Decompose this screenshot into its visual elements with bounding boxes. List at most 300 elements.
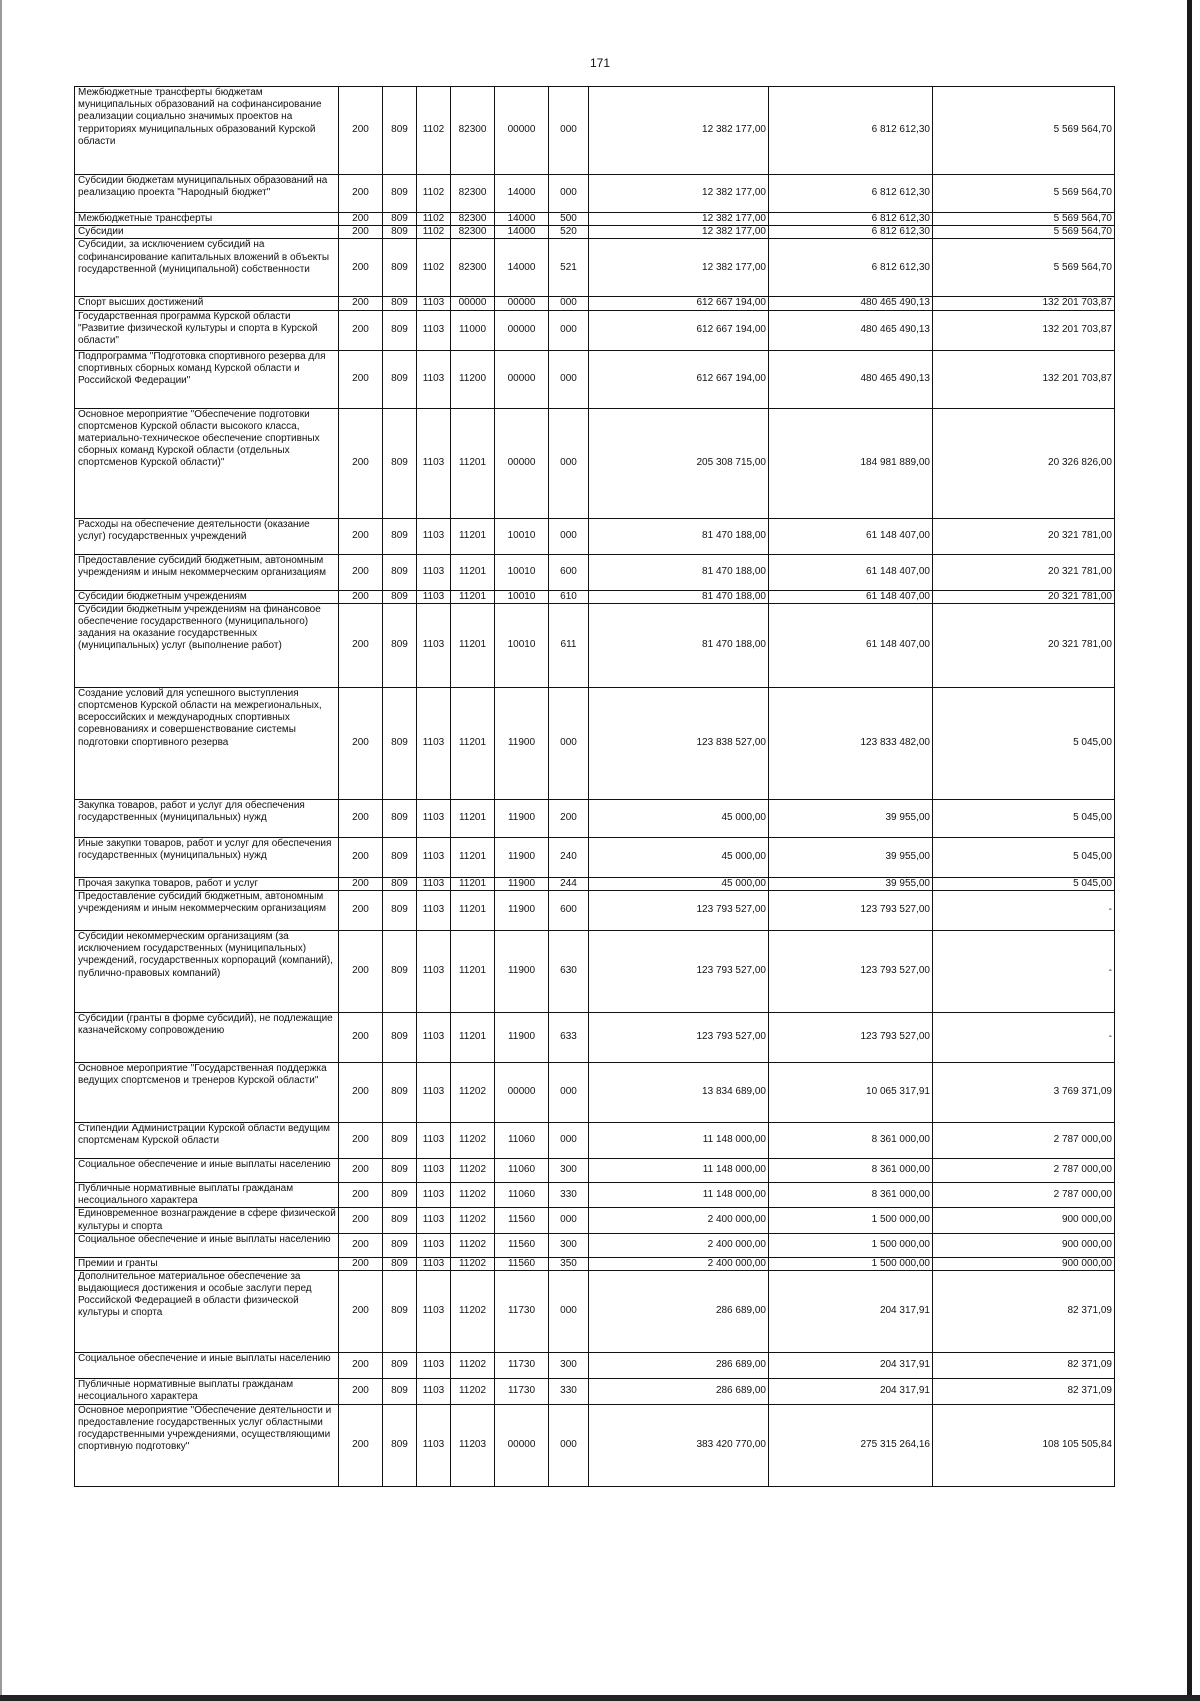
row-name: Межбюджетные трансферты бюджетам муниципальных образований на софинансирование реализации социально значимых проектов на территориях муниципальных образований Курской области — [75, 87, 339, 175]
cell-amount-3: 5 569 564,70 — [933, 175, 1115, 213]
row-name: Социальное обеспечение и иные выплаты населению — [75, 1158, 339, 1182]
table-row — [75, 1270, 1115, 1352]
cell-amount-3: 5 569 564,70 — [933, 226, 1115, 239]
cell-code-6: 300 — [549, 1233, 589, 1257]
cell-amount-2: 8 361 000,00 — [769, 1122, 933, 1158]
cell-amount-3: 108 105 505,84 — [933, 1404, 1115, 1486]
cell-code-2: 809 — [383, 226, 417, 239]
cell-code-1: 200 — [339, 226, 383, 239]
cell-code-1: 200 — [339, 213, 383, 226]
cell-code-3: 1103 — [417, 1182, 451, 1207]
cell-amount-3: 132 201 703,87 — [933, 310, 1115, 350]
cell-amount-2: 6 812 612,30 — [769, 175, 933, 213]
cell-amount-1: 11 148 000,00 — [589, 1122, 769, 1158]
cell-amount-3: 900 000,00 — [933, 1233, 1115, 1257]
cell-code-5: 14000 — [495, 239, 549, 297]
table-row — [75, 1158, 1115, 1182]
cell-code-3: 1103 — [417, 1062, 451, 1122]
row-name: Дополнительное материальное обеспечение за выдающиеся достижения и особые заслуги перед Российской Федерацией в области физической культуры и спорта — [75, 1270, 339, 1352]
cell-code-3: 1103 — [417, 687, 451, 799]
cell-code-5: 11900 — [495, 877, 549, 890]
cell-code-5: 14000 — [495, 226, 549, 239]
row-name: Публичные нормативные выплаты гражданам несоциального характера — [75, 1182, 339, 1207]
cell-code-2: 809 — [383, 1257, 417, 1270]
cell-amount-3: 20 321 781,00 — [933, 554, 1115, 590]
cell-code-2: 809 — [383, 1208, 417, 1233]
cell-amount-3: 5 045,00 — [933, 687, 1115, 799]
cell-code-4: 11202 — [451, 1233, 495, 1257]
cell-amount-2: 480 465 490,13 — [769, 310, 933, 350]
table-row — [75, 554, 1115, 590]
cell-code-4: 11202 — [451, 1182, 495, 1207]
scan-edge-right — [1187, 0, 1192, 1701]
cell-code-1: 200 — [339, 1270, 383, 1352]
cell-code-3: 1103 — [417, 1404, 451, 1486]
cell-code-2: 809 — [383, 1122, 417, 1158]
cell-amount-2: 123 793 527,00 — [769, 890, 933, 930]
cell-code-6: 330 — [549, 1378, 589, 1404]
cell-code-5: 00000 — [495, 350, 549, 408]
row-name: Субсидии бюджетным учреждениям — [75, 590, 339, 603]
cell-code-6: 244 — [549, 877, 589, 890]
cell-code-4: 11201 — [451, 408, 495, 518]
cell-code-6: 350 — [549, 1257, 589, 1270]
cell-amount-1: 2 400 000,00 — [589, 1208, 769, 1233]
cell-code-2: 809 — [383, 175, 417, 213]
cell-code-4: 11201 — [451, 1012, 495, 1062]
cell-code-1: 200 — [339, 603, 383, 687]
row-name: Субсидии (гранты в форме субсидий), не подлежащие казначейскому сопровождению — [75, 1012, 339, 1062]
table-row — [75, 518, 1115, 554]
cell-code-6: 521 — [549, 239, 589, 297]
row-name: Расходы на обеспечение деятельности (оказание услуг) государственных учреждений — [75, 518, 339, 554]
cell-code-1: 200 — [339, 799, 383, 837]
row-name: Субсидии бюджетным учреждениям на финансовое обеспечение государственного (муниципального) задания на оказание государственных (муниципальных) услуг (выполнение работ) — [75, 603, 339, 687]
cell-code-4: 11203 — [451, 1404, 495, 1486]
cell-amount-3: 900 000,00 — [933, 1257, 1115, 1270]
cell-amount-2: 123 793 527,00 — [769, 1012, 933, 1062]
table-row — [75, 1257, 1115, 1270]
cell-code-6: 240 — [549, 837, 589, 877]
cell-code-5: 11900 — [495, 890, 549, 930]
cell-amount-1: 12 382 177,00 — [589, 239, 769, 297]
row-name: Субсидии, за исключением субсидий на софинансирование капитальных вложений в объекты государственной (муниципальной) собственности — [75, 239, 339, 297]
cell-code-3: 1103 — [417, 930, 451, 1012]
table-row — [75, 1012, 1115, 1062]
cell-code-4: 11202 — [451, 1352, 495, 1378]
cell-code-1: 200 — [339, 518, 383, 554]
row-name: Предоставление субсидий бюджетным, автономным учреждениям и иным некоммерческим организациям — [75, 554, 339, 590]
cell-code-1: 200 — [339, 590, 383, 603]
cell-amount-3: 20 321 781,00 — [933, 518, 1115, 554]
cell-code-4: 11201 — [451, 799, 495, 837]
table-row — [75, 1233, 1115, 1257]
cell-amount-1: 123 793 527,00 — [589, 1012, 769, 1062]
cell-code-2: 809 — [383, 1404, 417, 1486]
cell-code-2: 809 — [383, 408, 417, 518]
cell-code-4: 82300 — [451, 213, 495, 226]
cell-amount-2: 61 148 407,00 — [769, 518, 933, 554]
cell-code-1: 200 — [339, 930, 383, 1012]
cell-amount-3: 20 321 781,00 — [933, 590, 1115, 603]
cell-code-2: 809 — [383, 877, 417, 890]
cell-code-1: 200 — [339, 1182, 383, 1207]
cell-code-2: 809 — [383, 1158, 417, 1182]
row-name: Основное мероприятие "Обеспечение подготовки спортсменов Курской области высокого класса, материально-техническое обеспечение спортивных сборных команд Курской области (отдельных спортсменов Курской области)" — [75, 408, 339, 518]
cell-code-4: 11000 — [451, 310, 495, 350]
row-name: Основное мероприятие "Обеспечение деятельности и предоставление государственных услуг областными государственными учреждениями, осуществляющими спортивную подготовку" — [75, 1404, 339, 1486]
cell-code-2: 809 — [383, 603, 417, 687]
cell-amount-1: 612 667 194,00 — [589, 310, 769, 350]
cell-code-2: 809 — [383, 837, 417, 877]
cell-code-2: 809 — [383, 213, 417, 226]
cell-code-3: 1103 — [417, 1233, 451, 1257]
table-row — [75, 87, 1115, 175]
budget-table — [74, 86, 1115, 1487]
cell-code-3: 1103 — [417, 590, 451, 603]
cell-code-6: 000 — [549, 1062, 589, 1122]
cell-amount-2: 204 317,91 — [769, 1378, 933, 1404]
cell-code-4: 11202 — [451, 1270, 495, 1352]
cell-amount-1: 286 689,00 — [589, 1378, 769, 1404]
cell-code-5: 11060 — [495, 1182, 549, 1207]
cell-amount-3: 2 787 000,00 — [933, 1182, 1115, 1207]
cell-amount-1: 205 308 715,00 — [589, 408, 769, 518]
cell-code-6: 000 — [549, 1208, 589, 1233]
row-name: Субсидии некоммерческим организациям (за исключением государственных (муниципальных) учреждений, государственных корпораций (компаний), публично-правовых компаний) — [75, 930, 339, 1012]
cell-code-6: 600 — [549, 890, 589, 930]
cell-code-4: 11201 — [451, 877, 495, 890]
cell-code-4: 11201 — [451, 687, 495, 799]
table-row — [75, 1182, 1115, 1207]
cell-code-6: 630 — [549, 930, 589, 1012]
cell-code-6: 500 — [549, 213, 589, 226]
cell-amount-1: 612 667 194,00 — [589, 297, 769, 310]
row-name: Межбюджетные трансферты — [75, 213, 339, 226]
cell-code-1: 200 — [339, 1257, 383, 1270]
row-name: Социальное обеспечение и иные выплаты населению — [75, 1352, 339, 1378]
table-row — [75, 213, 1115, 226]
cell-amount-1: 123 793 527,00 — [589, 890, 769, 930]
cell-amount-1: 11 148 000,00 — [589, 1158, 769, 1182]
cell-amount-3: 5 045,00 — [933, 799, 1115, 837]
cell-amount-3: 2 787 000,00 — [933, 1122, 1115, 1158]
cell-code-6: 610 — [549, 590, 589, 603]
cell-code-1: 200 — [339, 408, 383, 518]
cell-code-2: 809 — [383, 890, 417, 930]
cell-code-5: 10010 — [495, 518, 549, 554]
cell-code-2: 809 — [383, 687, 417, 799]
row-name: Стипендии Администрации Курской области ведущим спортсменам Курской области — [75, 1122, 339, 1158]
cell-amount-2: 480 465 490,13 — [769, 350, 933, 408]
row-name: Закупка товаров, работ и услуг для обеспечения государственных (муниципальных) нужд — [75, 799, 339, 837]
cell-amount-1: 45 000,00 — [589, 799, 769, 837]
cell-amount-2: 6 812 612,30 — [769, 239, 933, 297]
cell-amount-3: 5 569 564,70 — [933, 87, 1115, 175]
cell-amount-2: 61 148 407,00 — [769, 603, 933, 687]
cell-code-3: 1103 — [417, 518, 451, 554]
table-row — [75, 930, 1115, 1012]
scan-edge-left — [0, 0, 2, 1701]
cell-amount-2: 204 317,91 — [769, 1270, 933, 1352]
cell-code-3: 1103 — [417, 890, 451, 930]
row-name: Создание условий для успешного выступления спортсменов Курской области на межрегиональных, всероссийских и международных спортивных соревнованиях и совершенствование системы подготовки спортивного резерва — [75, 687, 339, 799]
cell-code-1: 200 — [339, 1062, 383, 1122]
cell-code-6: 000 — [549, 1404, 589, 1486]
cell-amount-3: 5 045,00 — [933, 877, 1115, 890]
cell-amount-1: 2 400 000,00 — [589, 1257, 769, 1270]
table-row — [75, 1062, 1115, 1122]
cell-code-1: 200 — [339, 837, 383, 877]
cell-amount-1: 286 689,00 — [589, 1352, 769, 1378]
cell-code-4: 11202 — [451, 1122, 495, 1158]
cell-code-5: 00000 — [495, 87, 549, 175]
cell-amount-2: 123 833 482,00 — [769, 687, 933, 799]
cell-code-6: 300 — [549, 1352, 589, 1378]
cell-amount-3: - — [933, 890, 1115, 930]
cell-amount-1: 12 382 177,00 — [589, 213, 769, 226]
cell-amount-2: 61 148 407,00 — [769, 590, 933, 603]
table-row — [75, 603, 1115, 687]
table-row — [75, 837, 1115, 877]
row-name: Премии и гранты — [75, 1257, 339, 1270]
cell-amount-1: 12 382 177,00 — [589, 87, 769, 175]
cell-code-3: 1103 — [417, 1270, 451, 1352]
cell-code-4: 82300 — [451, 175, 495, 213]
cell-amount-3: - — [933, 930, 1115, 1012]
cell-code-2: 809 — [383, 1012, 417, 1062]
scan-edge-bottom — [0, 1695, 1200, 1701]
row-name: Государственная программа Курской области "Развитие физической культуры и спорта в Курской области" — [75, 310, 339, 350]
table-row — [75, 297, 1115, 310]
cell-code-6: 520 — [549, 226, 589, 239]
cell-amount-1: 12 382 177,00 — [589, 226, 769, 239]
cell-code-3: 1103 — [417, 1012, 451, 1062]
cell-code-4: 82300 — [451, 226, 495, 239]
cell-code-4: 11201 — [451, 590, 495, 603]
cell-code-3: 1102 — [417, 226, 451, 239]
cell-code-5: 11560 — [495, 1233, 549, 1257]
cell-code-2: 809 — [383, 1270, 417, 1352]
cell-amount-3: 82 371,09 — [933, 1352, 1115, 1378]
cell-code-1: 200 — [339, 1158, 383, 1182]
cell-code-2: 809 — [383, 350, 417, 408]
cell-code-4: 11202 — [451, 1208, 495, 1233]
table-row — [75, 1378, 1115, 1404]
cell-amount-2: 61 148 407,00 — [769, 554, 933, 590]
cell-amount-3: 2 787 000,00 — [933, 1158, 1115, 1182]
cell-amount-3: 132 201 703,87 — [933, 350, 1115, 408]
cell-code-6: 200 — [549, 799, 589, 837]
cell-code-1: 200 — [339, 1378, 383, 1404]
table-row — [75, 239, 1115, 297]
cell-code-1: 200 — [339, 890, 383, 930]
cell-code-3: 1103 — [417, 408, 451, 518]
cell-code-1: 200 — [339, 87, 383, 175]
cell-code-2: 809 — [383, 239, 417, 297]
cell-code-1: 200 — [339, 239, 383, 297]
table-row — [75, 175, 1115, 213]
cell-amount-2: 204 317,91 — [769, 1352, 933, 1378]
cell-amount-2: 1 500 000,00 — [769, 1233, 933, 1257]
cell-code-5: 10010 — [495, 603, 549, 687]
table-row — [75, 350, 1115, 408]
cell-code-6: 000 — [549, 350, 589, 408]
table-row — [75, 877, 1115, 890]
cell-amount-3: 82 371,09 — [933, 1378, 1115, 1404]
cell-code-4: 11202 — [451, 1158, 495, 1182]
cell-amount-1: 81 470 188,00 — [589, 518, 769, 554]
cell-amount-1: 612 667 194,00 — [589, 350, 769, 408]
cell-code-1: 200 — [339, 350, 383, 408]
cell-amount-2: 480 465 490,13 — [769, 297, 933, 310]
cell-code-2: 809 — [383, 297, 417, 310]
table-row — [75, 799, 1115, 837]
cell-amount-1: 2 400 000,00 — [589, 1233, 769, 1257]
cell-code-1: 200 — [339, 1233, 383, 1257]
cell-amount-3: 20 326 826,00 — [933, 408, 1115, 518]
cell-code-5: 11060 — [495, 1158, 549, 1182]
cell-code-3: 1103 — [417, 297, 451, 310]
cell-code-6: 000 — [549, 87, 589, 175]
cell-amount-2: 10 065 317,91 — [769, 1062, 933, 1122]
cell-amount-3: 5 045,00 — [933, 837, 1115, 877]
cell-code-3: 1103 — [417, 1378, 451, 1404]
cell-code-2: 809 — [383, 590, 417, 603]
cell-amount-1: 81 470 188,00 — [589, 590, 769, 603]
cell-code-1: 200 — [339, 554, 383, 590]
cell-code-5: 11060 — [495, 1122, 549, 1158]
cell-code-6: 633 — [549, 1012, 589, 1062]
cell-code-2: 809 — [383, 1352, 417, 1378]
row-name: Субсидии — [75, 226, 339, 239]
cell-code-6: 000 — [549, 408, 589, 518]
cell-code-2: 809 — [383, 930, 417, 1012]
row-name: Публичные нормативные выплаты гражданам несоциального характера — [75, 1378, 339, 1404]
cell-code-2: 809 — [383, 310, 417, 350]
cell-code-4: 11201 — [451, 518, 495, 554]
cell-code-4: 00000 — [451, 297, 495, 310]
cell-amount-2: 123 793 527,00 — [769, 930, 933, 1012]
cell-code-2: 809 — [383, 1378, 417, 1404]
row-name: Основное мероприятие "Государственная поддержка ведущих спортсменов и тренеров Курской области" — [75, 1062, 339, 1122]
row-name: Субсидии бюджетам муниципальных образований на реализацию проекта "Народный бюджет" — [75, 175, 339, 213]
cell-amount-1: 81 470 188,00 — [589, 603, 769, 687]
cell-code-4: 11201 — [451, 837, 495, 877]
row-name: Спорт высших достижений — [75, 297, 339, 310]
cell-code-5: 10010 — [495, 590, 549, 603]
cell-amount-1: 81 470 188,00 — [589, 554, 769, 590]
cell-amount-3: 82 371,09 — [933, 1270, 1115, 1352]
cell-code-5: 11900 — [495, 799, 549, 837]
cell-code-3: 1103 — [417, 350, 451, 408]
table-row — [75, 1352, 1115, 1378]
cell-code-4: 82300 — [451, 239, 495, 297]
cell-code-1: 200 — [339, 175, 383, 213]
cell-code-5: 11900 — [495, 837, 549, 877]
table-row — [75, 890, 1115, 930]
cell-code-5: 14000 — [495, 213, 549, 226]
cell-code-3: 1103 — [417, 1352, 451, 1378]
cell-code-6: 000 — [549, 297, 589, 310]
cell-amount-1: 123 793 527,00 — [589, 930, 769, 1012]
cell-code-2: 809 — [383, 1062, 417, 1122]
cell-code-6: 600 — [549, 554, 589, 590]
cell-code-5: 00000 — [495, 408, 549, 518]
cell-code-3: 1102 — [417, 175, 451, 213]
cell-code-6: 000 — [549, 518, 589, 554]
cell-code-5: 00000 — [495, 1404, 549, 1486]
cell-code-5: 11730 — [495, 1378, 549, 1404]
cell-amount-1: 123 838 527,00 — [589, 687, 769, 799]
cell-code-4: 11202 — [451, 1062, 495, 1122]
cell-code-2: 809 — [383, 1233, 417, 1257]
row-name: Единовременное вознаграждение в сфере физической культуры и спорта — [75, 1208, 339, 1233]
row-name: Подпрограмма "Подготовка спортивного резерва для спортивных сборных команд Курской области и Российской Федерации" — [75, 350, 339, 408]
cell-code-4: 11201 — [451, 603, 495, 687]
cell-code-4: 11202 — [451, 1378, 495, 1404]
cell-code-1: 200 — [339, 687, 383, 799]
cell-code-4: 82300 — [451, 87, 495, 175]
cell-code-2: 809 — [383, 554, 417, 590]
cell-code-6: 000 — [549, 1122, 589, 1158]
cell-code-4: 11201 — [451, 890, 495, 930]
cell-code-6: 000 — [549, 175, 589, 213]
table-row — [75, 590, 1115, 603]
cell-amount-1: 12 382 177,00 — [589, 175, 769, 213]
cell-code-1: 200 — [339, 1352, 383, 1378]
cell-code-6: 000 — [549, 1270, 589, 1352]
table-row — [75, 310, 1115, 350]
cell-code-3: 1103 — [417, 554, 451, 590]
cell-code-1: 200 — [339, 1404, 383, 1486]
cell-amount-1: 13 834 689,00 — [589, 1062, 769, 1122]
cell-amount-1: 286 689,00 — [589, 1270, 769, 1352]
cell-code-1: 200 — [339, 877, 383, 890]
cell-amount-2: 1 500 000,00 — [769, 1208, 933, 1233]
cell-code-6: 611 — [549, 603, 589, 687]
cell-amount-2: 39 955,00 — [769, 799, 933, 837]
cell-amount-2: 39 955,00 — [769, 877, 933, 890]
cell-code-3: 1102 — [417, 87, 451, 175]
cell-code-4: 11202 — [451, 1257, 495, 1270]
cell-code-4: 11201 — [451, 554, 495, 590]
cell-code-2: 809 — [383, 87, 417, 175]
table-row — [75, 687, 1115, 799]
cell-amount-3: - — [933, 1012, 1115, 1062]
row-name: Социальное обеспечение и иные выплаты населению — [75, 1233, 339, 1257]
cell-amount-2: 184 981 889,00 — [769, 408, 933, 518]
cell-amount-1: 45 000,00 — [589, 837, 769, 877]
row-name: Иные закупки товаров, работ и услуг для обеспечения государственных (муниципальных) нужд — [75, 837, 339, 877]
cell-code-6: 330 — [549, 1182, 589, 1207]
cell-amount-1: 11 148 000,00 — [589, 1182, 769, 1207]
cell-amount-2: 6 812 612,30 — [769, 226, 933, 239]
cell-code-3: 1102 — [417, 213, 451, 226]
cell-amount-2: 275 315 264,16 — [769, 1404, 933, 1486]
cell-code-5: 11900 — [495, 1012, 549, 1062]
table-row — [75, 408, 1115, 518]
cell-amount-2: 39 955,00 — [769, 837, 933, 877]
cell-code-6: 000 — [549, 310, 589, 350]
cell-code-5: 11730 — [495, 1270, 549, 1352]
table-row — [75, 1208, 1115, 1233]
cell-code-5: 00000 — [495, 297, 549, 310]
cell-code-2: 809 — [383, 1182, 417, 1207]
cell-code-3: 1103 — [417, 603, 451, 687]
cell-code-5: 11730 — [495, 1352, 549, 1378]
cell-code-6: 300 — [549, 1158, 589, 1182]
